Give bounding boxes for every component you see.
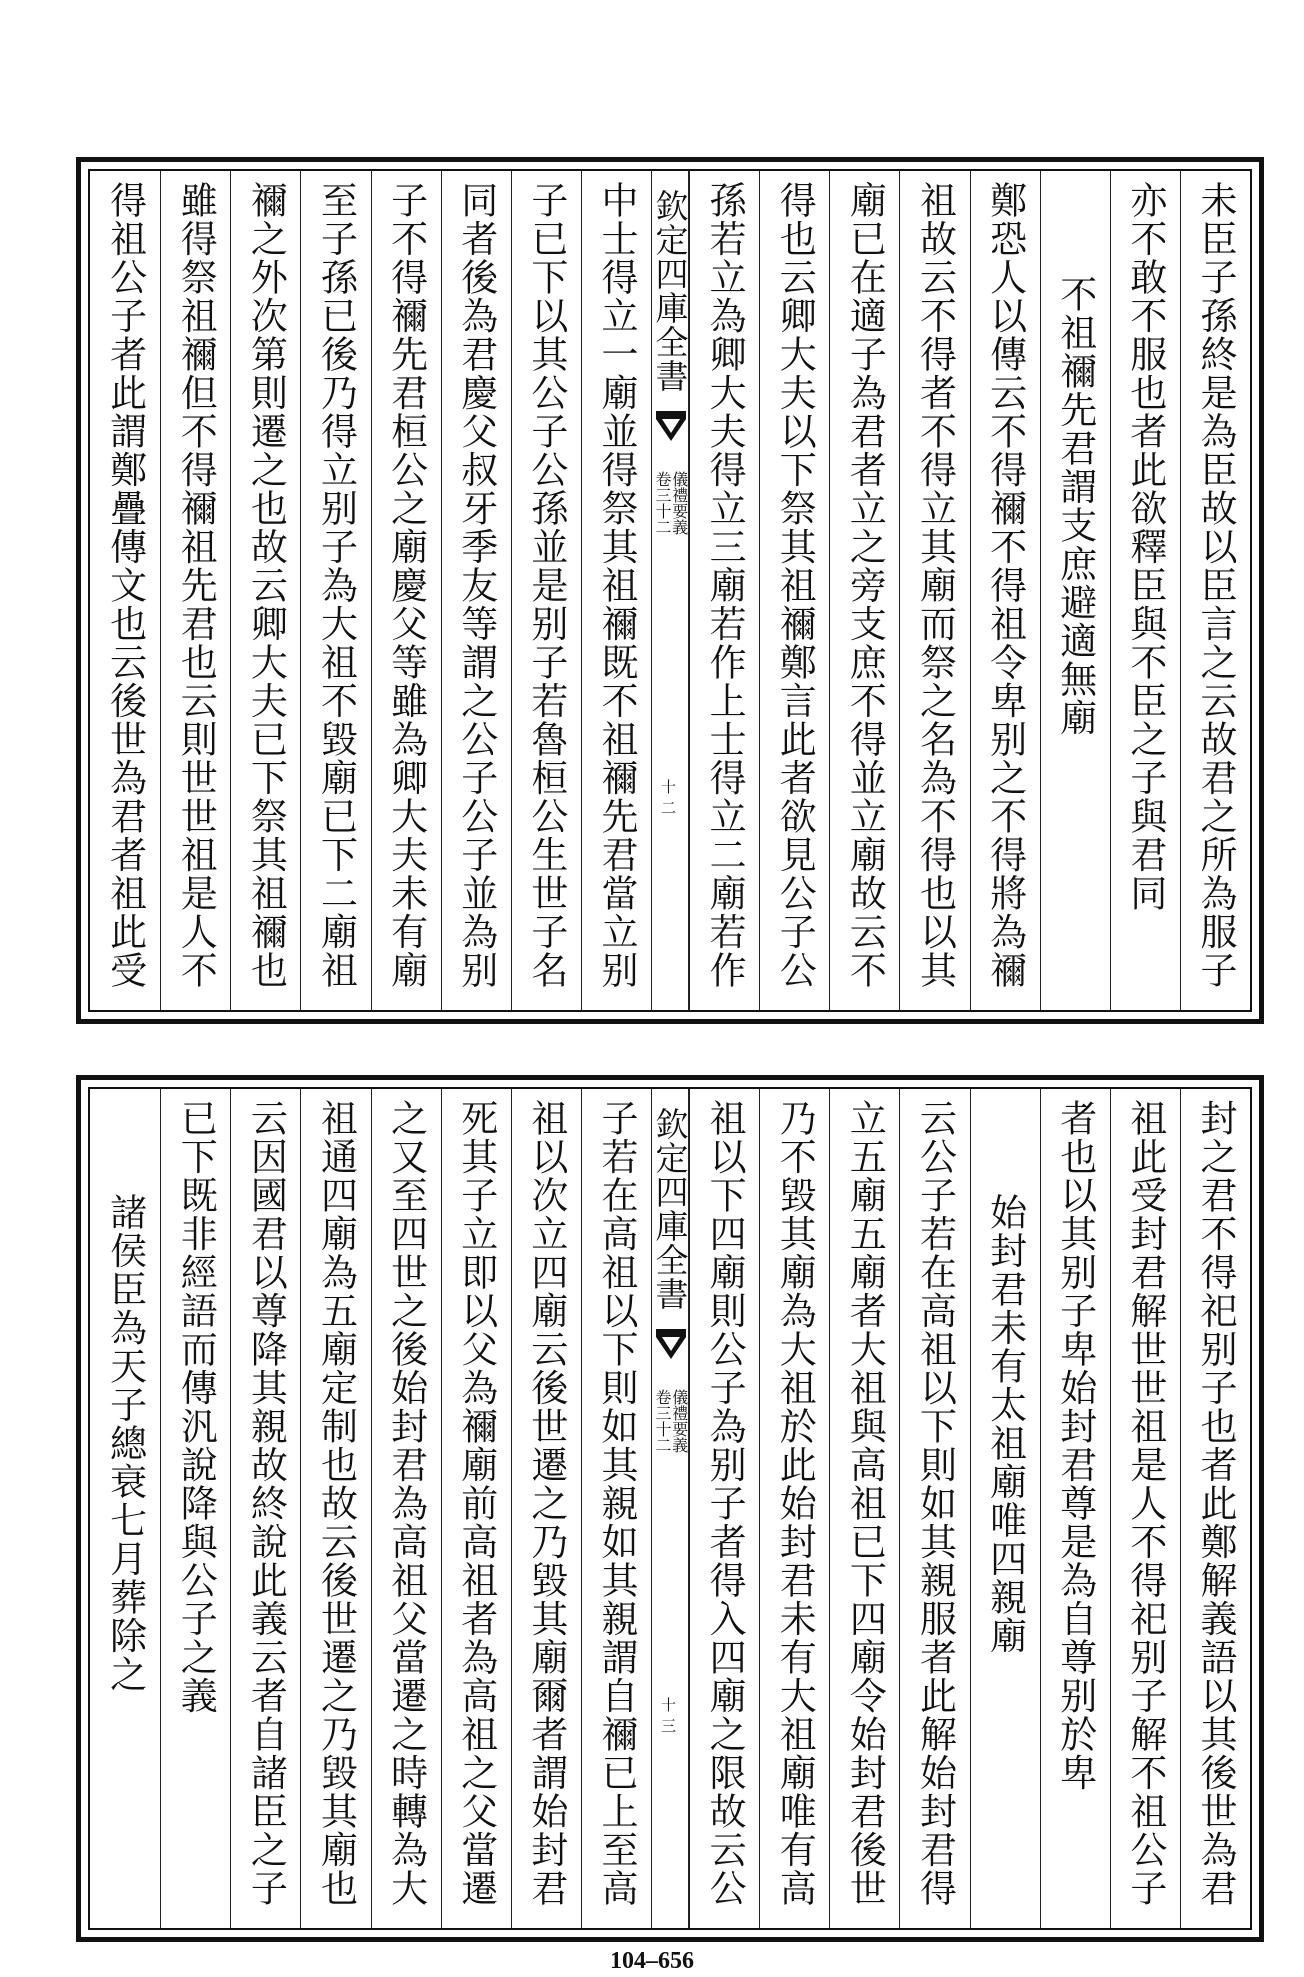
text-line: 云因國君以尊降其親故終說此義云者自諸臣之子 [244, 1099, 288, 1908]
text-column [441, 1089, 511, 1928]
heading-line: 始封君未有太祖廟唯四親廟 [983, 1193, 1027, 1655]
text-line: 雖得祭祖禰但不得禰祖先君也云則世世祖是人不 [174, 181, 218, 990]
text-line: 祖以下四廟則公子為别子者得入四廟之限故云公 [703, 1099, 747, 1908]
text-column [441, 171, 511, 1010]
book-title: 欽定四庫全書 [650, 1107, 690, 1311]
text-column [371, 171, 441, 1010]
text-column [581, 1089, 651, 1928]
bottom-page-panel [76, 1075, 1264, 1942]
text-column [1110, 1089, 1180, 1928]
text-line: 之又至四世之後始封君為高祖父當遷之時轉為大 [384, 1099, 428, 1908]
text-column [829, 1089, 899, 1928]
text-line: 封之君不得祀别子也者此鄭解義語以其後世為君 [1193, 1099, 1237, 1908]
text-column [1180, 1089, 1250, 1928]
text-column [759, 1089, 829, 1928]
bottom-page-frame [88, 1087, 1252, 1930]
center-title-column [651, 171, 689, 1010]
book-title: 欽定四庫全書 [650, 189, 690, 393]
text-line: 子已下以其公子公孫並是别子若魯桓公生世子名 [524, 181, 568, 990]
text-column [371, 1089, 441, 1928]
volume-subtitle [653, 1389, 687, 1453]
leaf-page-number: 十三 [661, 1696, 677, 1735]
text-line: 至子孫已後乃得立别子為大祖不毀廟已下二廟祖 [314, 181, 358, 990]
text-column [689, 1089, 759, 1928]
fish-tail-ornament-icon [656, 411, 686, 445]
text-column [90, 1089, 160, 1928]
subtitle-volume: 卷三十二 [653, 471, 672, 535]
text-column [759, 171, 829, 1010]
top-page-panel [76, 157, 1264, 1024]
subtitle-work: 儀禮要義 [669, 471, 689, 535]
text-column [1040, 1089, 1110, 1928]
text-column [1180, 171, 1250, 1010]
text-column [90, 171, 160, 1010]
subtitle-volume: 卷三十二 [653, 1389, 672, 1453]
text-line: 死其子立即以父為禰廟前高祖者為高祖之父當遷 [454, 1099, 498, 1908]
text-column [160, 1089, 230, 1928]
heading-line: 諸侯臣為天子總衰七月葬除之 [103, 1193, 147, 1694]
text-line: 立五廟五廟者大祖與高祖已下四廟令始封君後世 [843, 1099, 887, 1908]
heading-line: 不祖禰先君謂支庶避適無廟 [1053, 275, 1097, 737]
text-line: 祖此受封君解世世祖是人不得祀别子解不祖公子 [1123, 1099, 1167, 1908]
text-column [899, 1089, 969, 1928]
text-line: 祖以次立四廟云後世遷之乃毀其廟爾者謂始封君 [524, 1099, 568, 1908]
text-line: 亦不敢不服也者此欲釋臣與不臣之子與君同 [1123, 181, 1167, 913]
fish-tail-ornament-icon [656, 1329, 686, 1363]
text-column [511, 171, 581, 1010]
text-column [230, 1089, 300, 1928]
volume-subtitle [653, 471, 687, 535]
page-footer-label: 104–656 [610, 1948, 694, 1974]
text-line: 得祖公子者此謂鄭疊傳文也云後世為君者祖此受 [103, 181, 147, 990]
text-line: 廟已在適子為君者立之旁支庶不得並立廟故云不 [843, 181, 887, 990]
text-line: 子不得禰先君桓公之廟慶父等雖為卿大夫未有廟 [384, 181, 428, 990]
text-line: 子若在高祖以下則如其親如其親謂自禰已上至高 [594, 1099, 638, 1908]
text-column [1110, 171, 1180, 1010]
text-line: 云公子若在高祖以下則如其親服者此解始封君得 [913, 1099, 957, 1908]
text-column [829, 171, 899, 1010]
text-column [300, 1089, 370, 1928]
text-line: 中士得立一廟並得祭其祖禰既不祖禰先君當立别 [594, 181, 638, 990]
text-line: 孫若立為卿大夫得立三廟若作上士得立二廟若作 [703, 181, 747, 990]
center-title-column [651, 1089, 689, 1928]
text-column [899, 171, 969, 1010]
text-line: 祖故云不得者不得立其廟而祭之名為不得也以其 [913, 181, 957, 990]
text-column [689, 171, 759, 1010]
text-line: 祖通四廟為五廟定制也故云後世遷之乃毀其廟也 [314, 1099, 358, 1908]
subtitle-work: 儀禮要義 [669, 1389, 689, 1453]
text-line: 同者後為君慶父叔牙季友等謂之公子公子並為别 [454, 181, 498, 990]
text-line: 未臣子孫終是為臣故以臣言之云故君之所為服子 [1193, 181, 1237, 990]
text-line: 乃不毀其廟為大祖於此始封君未有大祖廟唯有高 [773, 1099, 817, 1908]
text-column [300, 171, 370, 1010]
text-column [581, 171, 651, 1010]
text-column [970, 1089, 1040, 1928]
leaf-page-number: 十二 [661, 778, 677, 817]
text-column [511, 1089, 581, 1928]
text-line: 者也以其别子卑始封君尊是為自尊别於卑 [1053, 1099, 1097, 1792]
text-line: 得也云卿大夫以下祭其祖禰鄭言此者欲見公子公 [773, 181, 817, 990]
text-line: 禰之外次第則遷之也故云卿大夫已下祭其祖禰也 [244, 181, 288, 990]
text-column [1040, 171, 1110, 1010]
text-column [230, 171, 300, 1010]
top-page-frame [88, 169, 1252, 1012]
text-line: 鄭恐人以傳云不得禰不得祖令卑别之不得將為禰 [983, 181, 1027, 990]
text-line: 已下既非經語而傳汎說降與公子之義 [174, 1099, 218, 1715]
text-column [970, 171, 1040, 1010]
text-column [160, 171, 230, 1010]
